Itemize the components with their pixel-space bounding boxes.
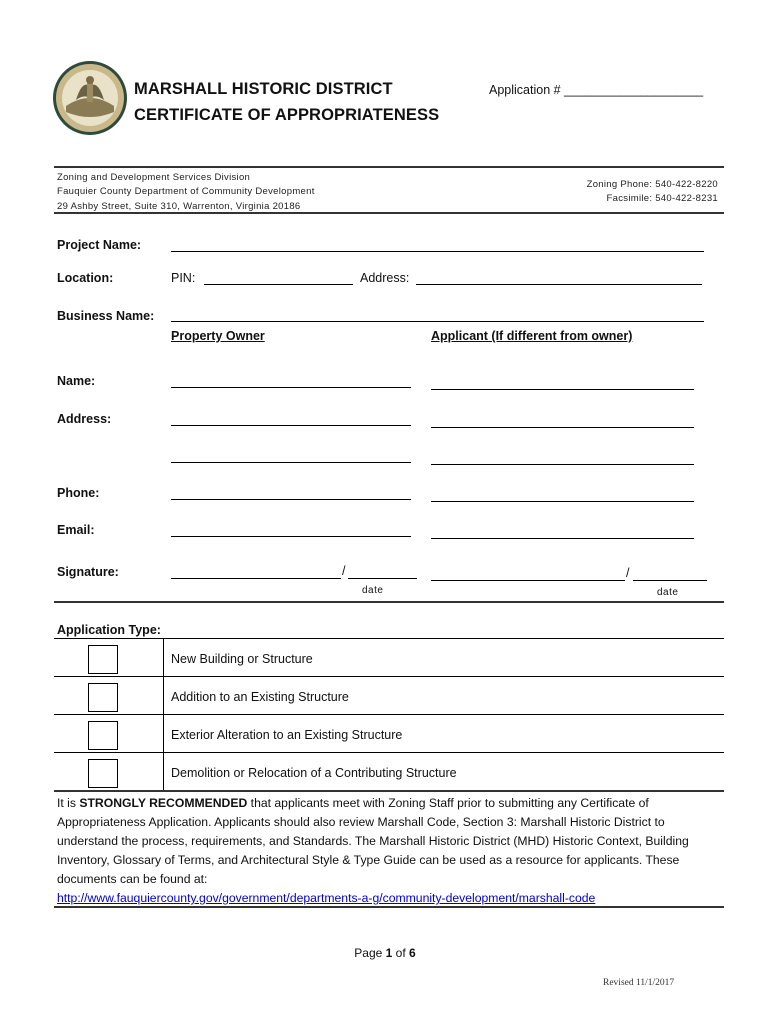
owner-address-input-1[interactable]: [171, 425, 411, 426]
office-divider: [54, 212, 724, 214]
pin-label: PIN:: [171, 271, 196, 285]
location-address-input[interactable]: [416, 284, 702, 285]
notice-emphasis: STRONGLY RECOMMENDED: [79, 796, 248, 810]
applicant-address-input-2[interactable]: [431, 464, 694, 465]
owner-address-input-2[interactable]: [171, 462, 411, 463]
applicant-address-input-1[interactable]: [431, 427, 694, 428]
applicant-signature-input[interactable]: [431, 580, 625, 581]
form-title-line2: CERTIFICATE OF APPROPRIATENESS: [134, 106, 440, 124]
page-total: 6: [409, 946, 416, 960]
applicant-phone-input[interactable]: [431, 501, 694, 502]
addition-checkbox[interactable]: [88, 683, 118, 712]
location-label: Location:: [57, 271, 114, 285]
exterior-alteration-checkbox[interactable]: [88, 721, 118, 750]
business-name-input[interactable]: [171, 321, 704, 322]
applicant-name-input[interactable]: [431, 389, 694, 390]
property-owner-header: Property Owner: [171, 329, 265, 343]
header-divider: [54, 166, 724, 168]
page-indicator: [0, 946, 770, 960]
application-type-row-rule: [54, 752, 724, 753]
notice-lead: It is: [57, 796, 80, 810]
applicant-email-input[interactable]: [431, 538, 694, 539]
applicant-date-input[interactable]: [633, 580, 707, 581]
owner-signature-slash: /: [342, 564, 346, 578]
application-number-field[interactable]: Application # ____________________: [489, 83, 704, 97]
applicant-header: Applicant (If different from owner): [431, 329, 633, 343]
signature-label: Signature:: [57, 565, 119, 579]
office-address: 29 Ashby Street, Suite 310, Warrenton, Virginia 20186: [57, 201, 301, 212]
party-address-label: Address:: [57, 412, 112, 426]
county-seal-logo: [52, 60, 128, 136]
owner-signature-input[interactable]: [171, 578, 341, 579]
email-label: Email:: [57, 523, 95, 537]
location-address-label: Address:: [360, 271, 410, 285]
owner-email-input[interactable]: [171, 536, 411, 537]
owner-date-input[interactable]: [348, 578, 417, 579]
demolition-option: Demolition or Relocation of a Contributing Structure: [171, 766, 457, 780]
owner-phone-input[interactable]: [171, 499, 411, 500]
office-phone: Zoning Phone: 540-422-8220: [586, 179, 718, 190]
new-building-checkbox[interactable]: [88, 645, 118, 674]
application-type-top-rule: [54, 638, 724, 639]
recommendation-notice: [57, 794, 717, 908]
pin-input[interactable]: [204, 284, 353, 285]
parties-divider: [54, 601, 724, 603]
office-fax: Facsimile: 540-422-8231: [606, 193, 718, 204]
phone-label: Phone:: [57, 486, 100, 500]
application-type-column-divider: [163, 639, 164, 791]
exterior-alteration-option: Exterior Alteration to an Existing Structure: [171, 728, 403, 742]
revision-date: Revised 11/1/2017: [603, 978, 675, 988]
notice-divider: [54, 906, 724, 908]
name-label: Name:: [57, 374, 96, 388]
form-title-line1: MARSHALL HISTORIC DISTRICT: [134, 80, 393, 98]
notice-body: that applicants meet with Zoning Staff prior to submitting any Certificate of Appropriateness Application. Applicants should also review Marshall Code, Section 3: Marshall Historic District to understand the process, requirements, and Standards. The Marshall Historic District (MHD) Historic Context, Building Inventory, Glossary of Terms, and Architectural Style & Type Guide can be used as a resource for applicants. These documents can be found at:: [57, 796, 689, 886]
project-name-label: Project Name:: [57, 238, 142, 252]
new-building-option: New Building or Structure: [171, 652, 313, 666]
project-name-input[interactable]: [171, 251, 704, 252]
business-name-label: Business Name:: [57, 309, 155, 323]
application-type-bottom-rule: [54, 790, 724, 792]
marshall-code-link[interactable]: http://www.fauquiercounty.gov/government/departments-a-g/community-development/marshall-code: [57, 891, 596, 905]
office-department: Fauquier County Department of Community Development: [57, 186, 315, 197]
of-word: of: [392, 946, 410, 960]
application-type-row-rule: [54, 676, 724, 677]
applicant-signature-slash: /: [626, 566, 630, 580]
application-type-row-rule: [54, 714, 724, 715]
applicant-date-caption: date: [657, 587, 679, 598]
demolition-checkbox[interactable]: [88, 759, 118, 788]
addition-option: Addition to an Existing Structure: [171, 690, 349, 704]
application-type-label: Application Type:: [57, 623, 161, 637]
owner-date-caption: date: [362, 585, 384, 596]
owner-name-input[interactable]: [171, 387, 411, 388]
page-word: Page: [354, 946, 386, 960]
page-number: 1: [385, 946, 393, 960]
office-division: Zoning and Development Services Division: [57, 172, 251, 183]
